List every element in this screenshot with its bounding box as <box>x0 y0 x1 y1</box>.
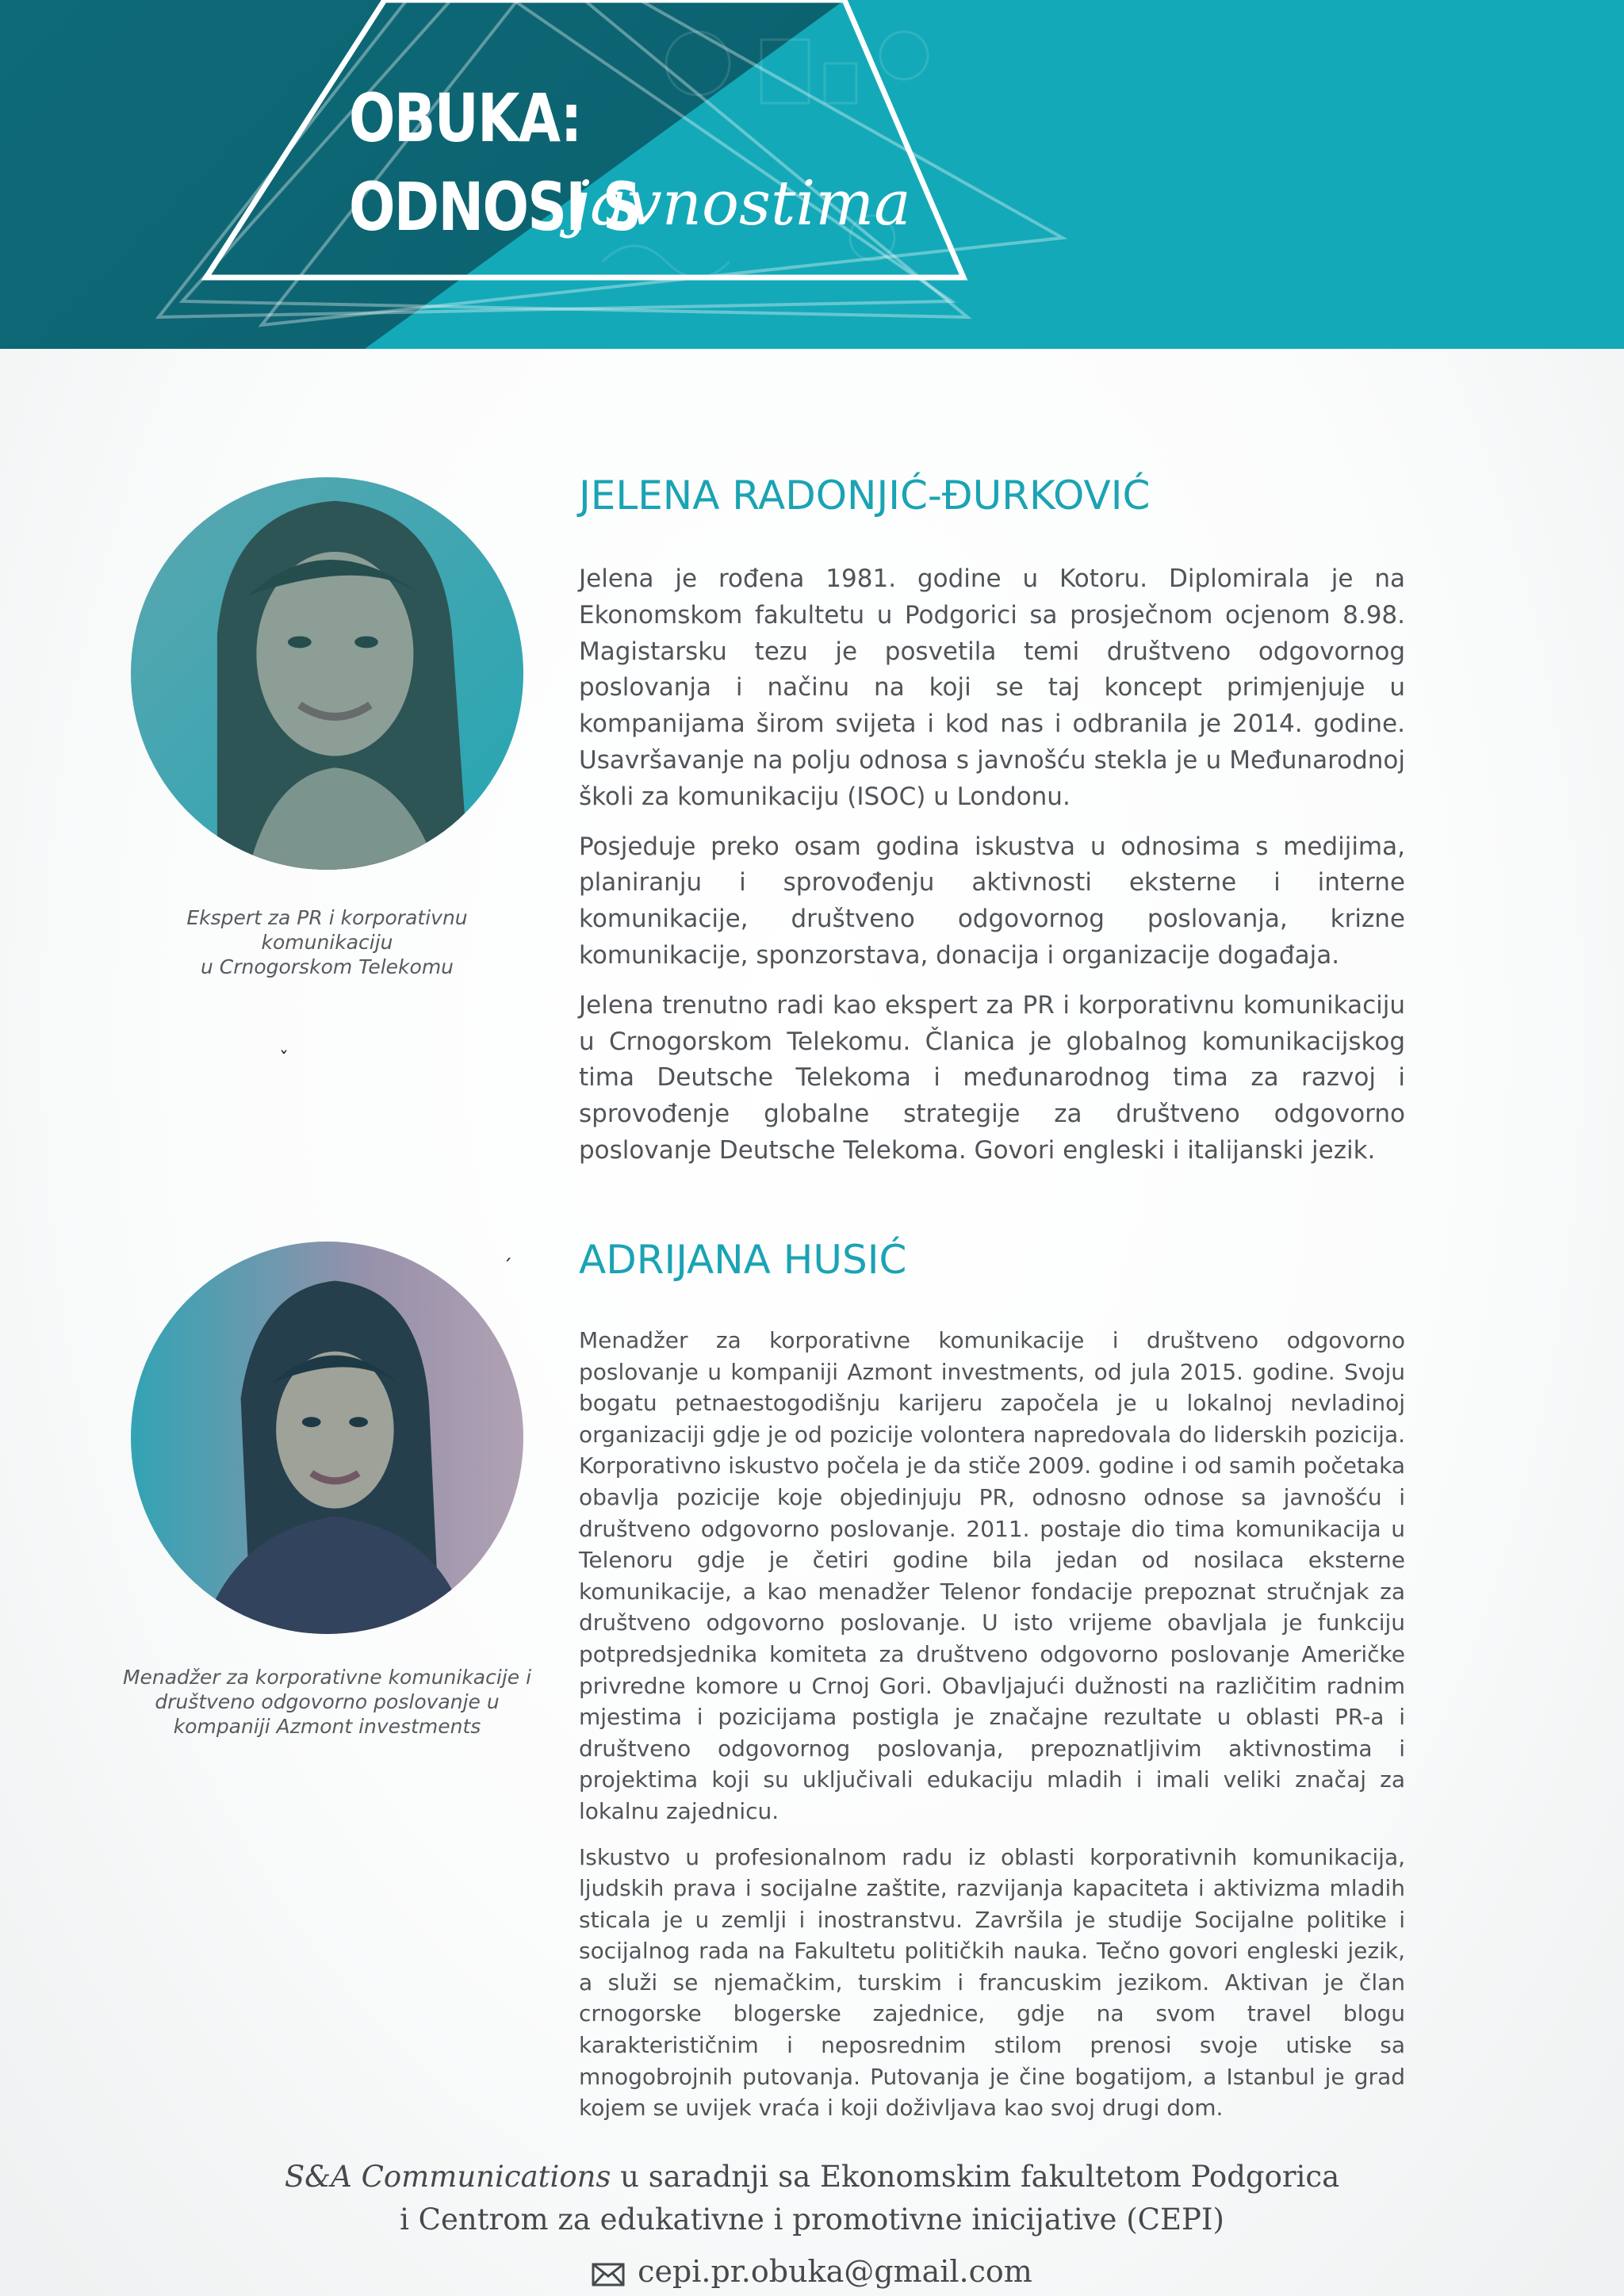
portrait-photo-jelena <box>131 477 523 870</box>
caption-line: u Crnogorskom Telekomu <box>200 955 454 978</box>
caption-line: kompaniji Azmont investments <box>173 1715 481 1738</box>
footer-line-2: i Centrom za edukativne i promotivne inicijative (CEPI) <box>400 2202 1224 2237</box>
caption-line: društveno odgovorno poslovanje u <box>155 1690 500 1713</box>
portrait-photo-adrijana <box>131 1242 523 1634</box>
person-name-jelena: JELENA RADONJIĆ-ĐURKOVIĆ <box>579 473 1151 519</box>
bio-adrijana <box>579 1325 1405 2138</box>
title-script: javnostima <box>571 168 911 239</box>
bio-paragraph: Menadžer za korporativne komunikacije i društveno odgovorno poslovanje u kompaniji Azmont investments, od jula 2015. godine. Svoju bogatu petnaestogodišnju karijeru započela je u lokalnoj nevladinoj organizaciji gdje je od pozicije volontera napredovala do liderskih pozicija. Korporativno iskustvo počela je da stiče 2009. godine i od samih početaka obavlja pozicije koje objedinjuju PR, odnosno odnose sa javnošću i društveno odgovorno poslovanje. 2011. postaje dio tima komunikacija u Telenoru gdje je četiri godine bila jedan od nosilaca eksterne komunikacije, a kao menadžer Telenor fondacije prepoznat stručnjak za društveno odgovorno poslovanje. U isto vrijeme obavljala je funkciju potpredsjednika komiteta za društveno odgovorno poslovanje Američke privredne komore u Crnoj Gori. Obavljajući dužnosti na različitim radnim mjestima i pozicijama postigla je značajne rezultate u oblasti PR-a i društveno odgovornog poslovanja, prepoznatljivim aktivnostima i projektima koji su uključivali edukaciju mladih i imali veliki značaj za lokalnu zajednicu. <box>579 1327 1405 1824</box>
bio-paragraph: Jelena je rođena 1981. godine u Kotoru. Diplomirala je na Ekonomskom fakultetu u Podgorici sa prosječnom ocjenom 8.98. Magistarsku tezu je posvetila temi društveno odgovornog poslovanja i načinu na koji se taj koncept primjenjuje u kompanijama širom svijeta i kod nas i odbranila je 2014. godine. Usavršavanje na polju odnosa s javnošću stekla je u Međunarodnoj školi za komunikaciju (ISOC) u Londonu. <box>579 564 1405 811</box>
bio-jelena <box>579 561 1405 1183</box>
stray-mark: ˇ <box>279 1048 289 1070</box>
envelope-icon <box>592 2259 625 2294</box>
person-name-adrijana: ADRIJANA HUSIĆ <box>579 1237 907 1283</box>
stray-mark: ˊ <box>503 1256 512 1278</box>
email-link[interactable]: cepi.pr.obuka@gmail.com <box>638 2254 1032 2289</box>
caption-line: Ekspert za PR i korporativnu komunikaciju <box>186 906 468 954</box>
bio-paragraph: Posjeduje preko osam godina iskustva u odnosima s medijima, planiranju i sprovođenju aktivnosti eksterne i interne komunikacije, društveno odgovornog poslovanja, krizne komunikacije, sponzorstava, donacija i organizacije događaja. <box>579 832 1405 970</box>
footer-company: S&A Communications <box>284 2160 611 2194</box>
caption-jelena <box>119 905 535 979</box>
header-banner <box>0 0 1624 349</box>
footer-line-1-rest: u saradnji sa Ekonomskim fakultetom Podgorica <box>611 2160 1340 2194</box>
caption-line: Menadžer za korporativne komunikacije i <box>122 1666 532 1689</box>
footer-line-1 <box>0 2160 1624 2194</box>
caption-adrijana <box>119 1665 535 1739</box>
title-line-2: ODNOSI S <box>349 168 641 246</box>
bio-paragraph: Iskustvo u profesionalnom radu iz oblasti korporativnih komunikacija, ljudskih prava i socijalne zaštite, razvijanja kapaciteta i aktivizma mladih sticala je u zemlji i inostranstvu. Završila je studije Socijalne politike i socijalnog rada na Fakultetu političkih nauka. Tečno govori engleski jezik, a služi se njemačkim, turskim i francuskim jezikom. Aktivan je član crnogorske blogerske zajednice, gdje na svom travel blogu karakterističnim i neposrednim stilom prenosi svoje utiske sa mnogobrojnih putovanja. Putovanja je čine bogatijom, a Istanbul je grad kojem se uvijek vraća i koji doživljava kao svoj drugi dom. <box>579 1843 1405 2122</box>
footer-email <box>0 2254 1624 2294</box>
title-line-1: OBUKA: <box>349 79 581 157</box>
bio-paragraph: Jelena trenutno radi kao ekspert za PR i korporativnu komunikaciju u Crnogorskom Telekomu. Članica je globalnog komunikacijskog tima Deutsche Telekoma i međunarodnog tima za razvoj i sprovođenje globalne strategije za društveno odgovorno poslovanje Deutsche Telekoma. Govori engleski i italijanski jezik. <box>579 990 1405 1165</box>
